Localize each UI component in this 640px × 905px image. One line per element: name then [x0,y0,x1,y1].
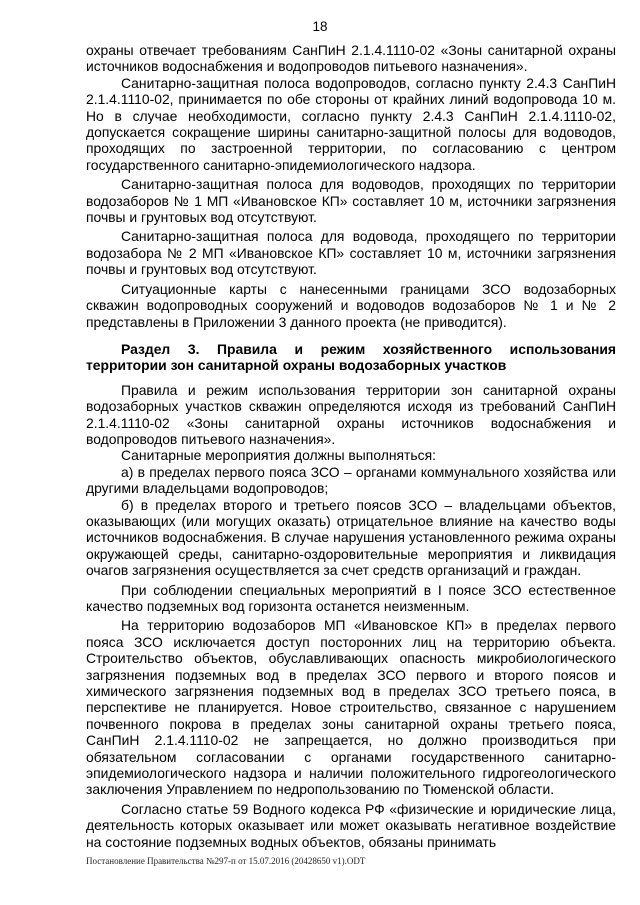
section-heading: Раздел 3. Правила и режим хозяйственного использования территории зон санитарной охраны водозаборных участков [86,340,616,374]
paragraph: Санитарно-защитная полоса водопроводов, согласно пункту 2.4.3 СанПиН 2.1.4.1110-02, принимается по обе стороны от крайних линий водопровода 10 м. Но в случае необходимости, согласно пункту 2.4.3 СанПиН 2.1.4.1110-02, допускается сокращение ширины санитарно-защитной полосы для водоводов, проходящих по застроенной территории, по согласованию с центром государственного санитарно-эпидемиологического надзора. [86,74,616,173]
paragraph: Санитарные мероприятия должны выполняться: [121,447,436,464]
paragraph: а) в пределах первого пояса ЗСО – органами коммунального хозяйства или другими владельцами водопроводов; [86,463,616,497]
paragraph: Санитарно-защитная полоса для водовода, проходящего по территории водозабора № 2 МП «Ивановское КП» составляет 10 м, источники загрязнения почвы и грунтовых вод отсутствуют. [86,228,616,278]
paragraphs-top [86,42,616,330]
document-body [86,42,616,850]
paragraph: Правила и режим использования территории зон санитарной охраны водозаборных участков скважин определяются исходя из требований СанПиН 2.1.4.1110-02 «Зоны санитарной охраны источников водоснабжения и водопроводов питьевого назначения». [86,381,616,447]
paragraph: охраны отвечает требованиям СанПиН 2.1.4.1110-02 «Зоны санитарной охраны источников водоснабжения и водопроводов питьевого назначения». [86,42,616,75]
document-footer: Постановление Правительства №297-п от 15.07.2016 (20428650 v1).ODT [86,856,366,866]
paragraphs-bottom [86,382,616,850]
paragraph: б) в пределах второго и третьего поясов ЗСО – владельцами объектов, оказывающих (или могущих оказать) отрицательное влияние на качество воды источников водоснабжения. В случае нарушения установленного режима охраны окружающей среды, санитарно-оздоровительные мероприятия и ликвидация очагов загрязнения осуществляется за счет средств организаций и граждан. [86,496,616,579]
page-number: 18 [312,19,328,34]
paragraph: Санитарно-защитная полоса для водоводов, проходящих по территории водозаборов № 1 МП «Ивановское КП» составляет 10 м, источники загрязнения почвы и грунтовых вод отсутствуют. [86,176,616,226]
paragraph: Согласно статье 59 Водного кодекса РФ «физические и юридические лица, деятельность которых оказывает или может оказывать негативное воздействие на состояние подземных водных объектов, обязаны принимать [86,800,616,850]
paragraph: Ситуационные карты с нанесенными границами ЗСО водозаборных скважин водопроводных сооружений и водоводов водозаборов № 1 и № 2 представлены в Приложении 3 данного проекта (не приводится). [86,280,616,330]
paragraph: При соблюдении специальных мероприятий в I поясе ЗСО естественное качество подземных вод горизонта останется неизменным. [86,581,616,614]
paragraph: На территорию водозаборов МП «Ивановское КП» в пределах первого пояса ЗСО исключается доступ посторонних лиц на территорию объекта. Строительство объектов, обуславливающих опасность микробиологического загрязнения подземных вод в пределах ЗСО первого и второго поясов и химического загрязнения подземных вод в пределах ЗСО третьего пояса, в перспективе не планируется. Новое строительство, связанное с нарушением почвенного покрова в пределах зоны санитарной охраны третьего пояса, СанПиН 2.1.4.1110-02 не запрещается, но должно производиться при обязательном согласовании с органами государственного санитарно-эпидемиологического надзора и наличии положительного гидрогеологического заключения Управлением по недропользованию по Тюменской области. [86,617,616,798]
